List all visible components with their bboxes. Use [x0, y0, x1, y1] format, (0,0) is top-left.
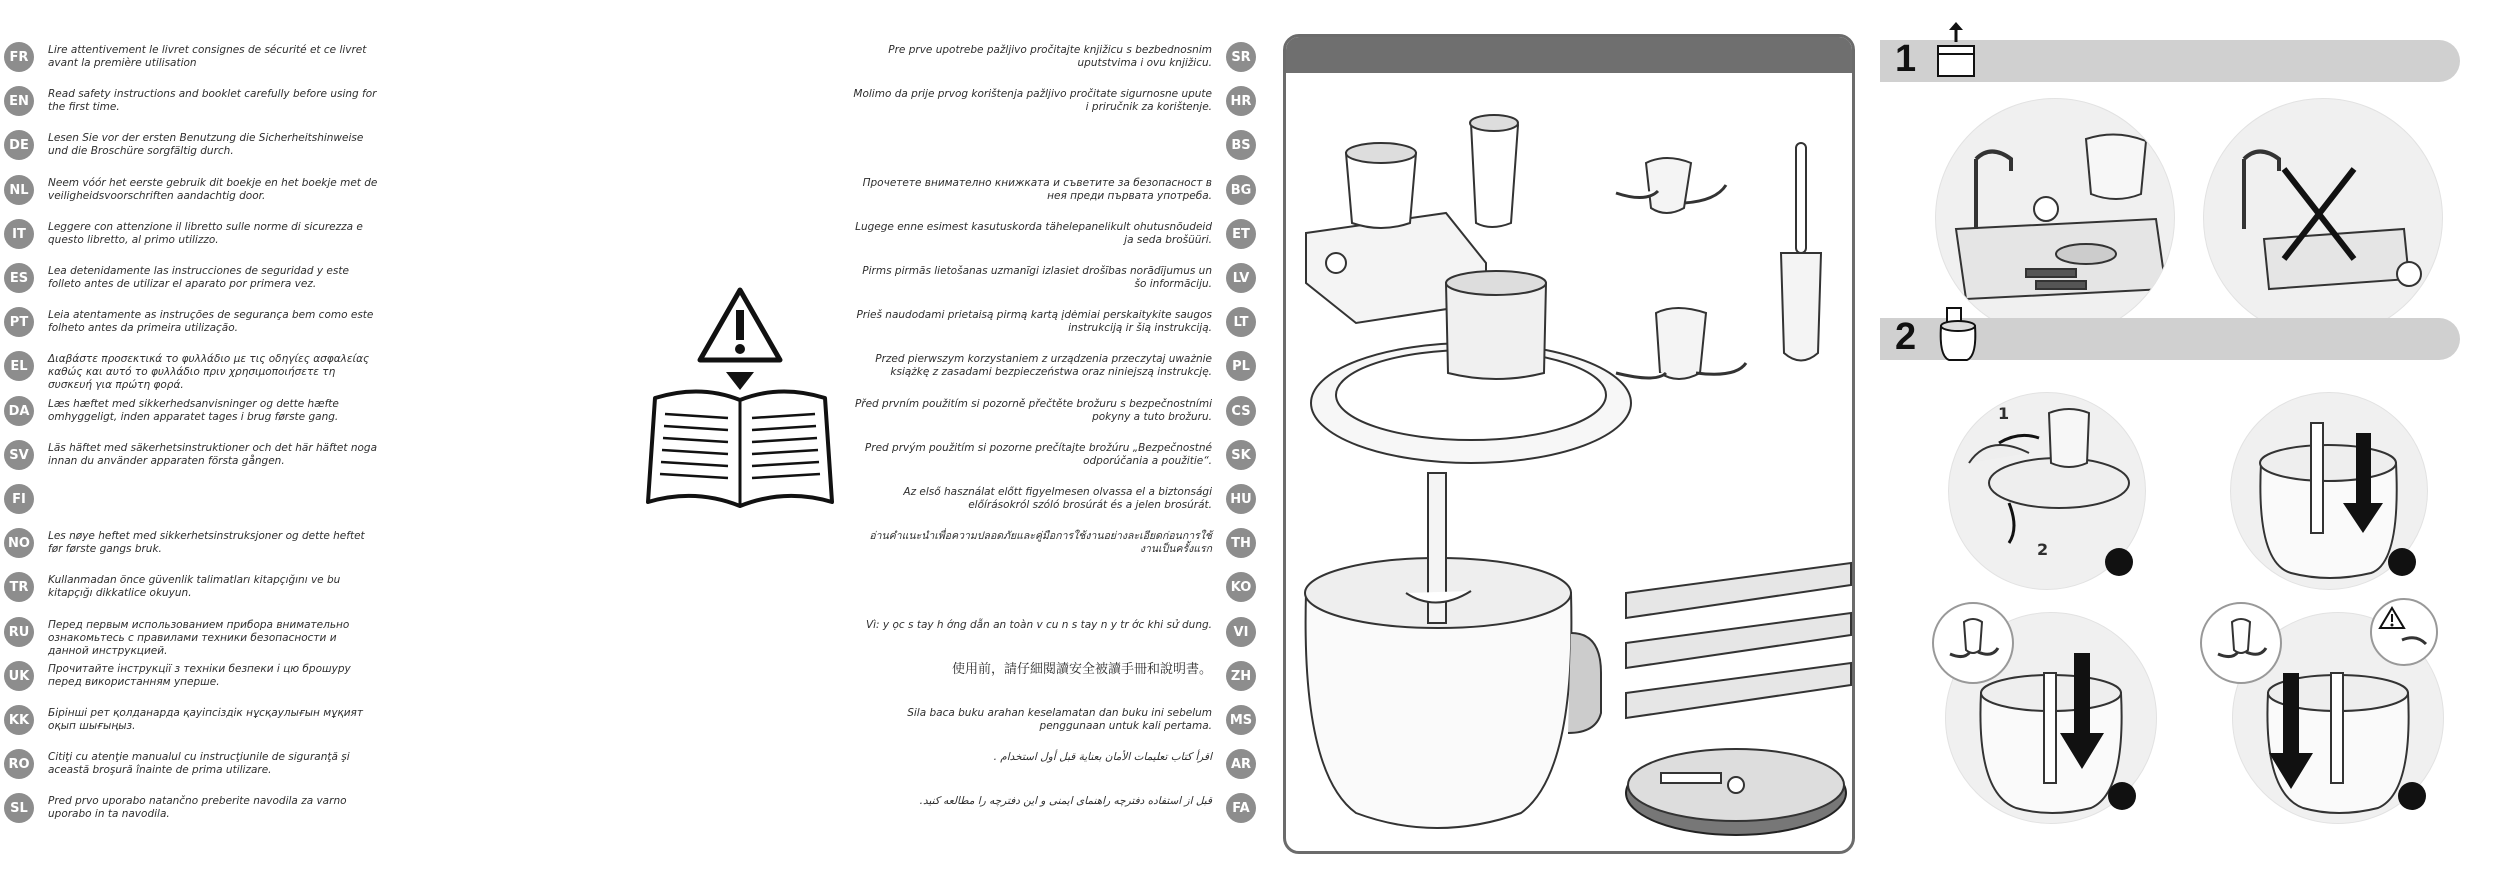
language-code-badge: LV: [1226, 263, 1256, 293]
language-code-badge: PT: [4, 307, 34, 337]
language-row-sr: [852, 42, 1256, 72]
arrow-down-icon: [726, 372, 754, 390]
language-code-badge: FR: [4, 42, 34, 72]
language-code-badge: HR: [1226, 86, 1256, 116]
language-instruction-text: Molimo da prije prvog korištenja pažljivo pročitate sigurnosne upute i priručnik za korištenje.: [853, 88, 1212, 113]
language-code-badge: FA: [1226, 793, 1256, 823]
read-booklet-warning: [640, 280, 840, 530]
language-row-es: [4, 263, 378, 293]
language-code-badge: TH: [1226, 528, 1256, 558]
language-instruction-text: Neem vóór het eerste gebruik dit boekje en het boekje met de veiligheidsvoorschriften aandachtig door.: [48, 177, 378, 202]
language-row-fa: [852, 793, 1256, 823]
language-row-no: [4, 528, 378, 558]
language-instruction-text: Leia atentamente as instruções de segurança bem como este folheto antes da primeira utilização.: [48, 309, 374, 334]
language-instruction-text: Citiţi cu atenţie manualul cu instrucţiunile de siguranţă şi această broşură înainte de prima utilizare.: [48, 751, 350, 776]
language-instruction-text: 使用前，請仔細閱讀安全被讀手冊和說明書。: [951, 662, 1212, 677]
language-row-et: [852, 219, 1256, 249]
language-instruction-text: Перед первым использованием прибора внимательно ознакомьтесь с правилами техники безопасности и данной инструкцией.: [48, 619, 350, 657]
language-code-badge: BG: [1226, 175, 1256, 205]
language-instruction-text: Před prvním použitím si pozorně přečtěte brožuru s bezpečnostními pokyny a tuto brožuru.: [854, 398, 1212, 423]
language-row-sl: [4, 793, 378, 823]
language-code-badge: KO: [1226, 572, 1256, 602]
language-code-badge: ES: [4, 263, 34, 293]
language-row-zh: [852, 661, 1256, 691]
language-instruction-text: Leggere con attenzione il libretto sulle norme di sicurezza e questo libretto, al primo utilizzo.: [48, 221, 363, 246]
language-code-badge: PL: [1226, 351, 1256, 381]
language-row-fr: [4, 42, 378, 72]
left-language-list: [0, 0, 420, 884]
open-book-icon: [648, 391, 832, 506]
step-2-arrow-label-2: 2: [2037, 540, 2049, 559]
language-instruction-text: Pre prve upotrebe pažljivo pročitajte knjižicu s bezbednosnim uputstvima i ovu knjižicu.: [888, 44, 1212, 69]
blade-assembly-icon: [1616, 308, 1746, 379]
language-row-el: [4, 351, 378, 392]
language-code-badge: HU: [1226, 484, 1256, 514]
language-row-ms: [852, 705, 1256, 735]
language-code-badge: DE: [4, 130, 34, 160]
language-row-hu: [852, 484, 1256, 514]
language-row-fi: [4, 484, 378, 514]
language-row-pl: [852, 351, 1256, 381]
language-row-lv: [852, 263, 1256, 293]
language-instruction-text: อ่านคำแนะนำเพื่อความปลอดภัยและคู่มือการใช้งานอย่างละเอียดก่อนการใช้งานเป็นครั้งแรก: [869, 530, 1212, 555]
language-code-badge: MS: [1226, 705, 1256, 735]
language-instruction-text: Sila baca buku arahan keselamatan dan buku ini sebelum penggunaan untuk kali pertama.: [907, 707, 1212, 732]
language-instruction-text: Prieš naudodami prietaisą pirmą kartą įdėmiai perskaitykite saugos instrukciją ir šią instrukciją.: [856, 309, 1212, 334]
language-row-vi: [852, 617, 1256, 647]
step-1-no-dishwasher-illustration: [2203, 98, 2443, 338]
language-row-ko: [852, 572, 1256, 602]
language-row-ru: [4, 617, 378, 658]
language-code-badge: UK: [4, 661, 34, 691]
language-code-badge: TR: [4, 572, 34, 602]
language-code-badge: NO: [4, 528, 34, 558]
step-indicator-dot: [2105, 548, 2133, 576]
chopper-blade-icon: [1616, 158, 1726, 213]
language-row-it: [4, 219, 378, 249]
language-instruction-text: Lea detenidamente las instrucciones de seguridad y este folleto antes de utilizar el aparato por primera vez.: [48, 265, 349, 290]
language-code-badge: IT: [4, 219, 34, 249]
food-processor-icon: [1935, 302, 1981, 364]
language-code-badge: CS: [1226, 396, 1256, 426]
spatula-icon: [1781, 143, 1821, 361]
language-code-badge: EN: [4, 86, 34, 116]
language-instruction-text: Lugege enne esimest kasutuskorda tähelepanelikult ohutusnõudeid ja seda brošüüri.: [855, 221, 1212, 246]
language-row-da: [4, 396, 378, 426]
language-code-badge: RU: [4, 617, 34, 647]
accessories-drawing: [1286, 73, 1852, 853]
language-row-cs: [852, 396, 1256, 426]
language-instruction-text: Kullanmadan önce güvenlik talimatları kitapçığını ve bu kitapçığı dikkatlice okuyun.: [48, 574, 341, 599]
language-instruction-text: Læs hæftet med sikkerhedsanvisninger og dette hæfte omhyggeligt, inden apparatet tages i brug første gang.: [48, 398, 339, 423]
blade-detail-inset: [2200, 602, 2282, 684]
language-row-lt: [852, 307, 1256, 337]
step-2-number: 2: [1895, 316, 1917, 358]
language-instruction-text: Прочетете внимателно книжката и съветите за безопасност в нея преди първата употреба.: [862, 177, 1212, 202]
language-code-badge: DA: [4, 396, 34, 426]
step-indicator-dot: [2108, 782, 2136, 810]
language-row-bg: [852, 175, 1256, 205]
language-code-badge: ZH: [1226, 661, 1256, 691]
language-row-th: [852, 528, 1256, 558]
slicer-inserts-icon: [1626, 563, 1851, 718]
language-code-badge: BS: [1226, 130, 1256, 160]
language-code-badge: SK: [1226, 440, 1256, 470]
accessories-illustration-box: [1283, 34, 1855, 854]
language-code-badge: RO: [4, 749, 34, 779]
language-instruction-text: اقرأ كتاب تعليمات الأمان بعناية قبل أول استخدام .: [993, 751, 1212, 763]
step-indicator-dot: [2398, 782, 2426, 810]
warning-triangle-icon: [700, 290, 780, 360]
accessories-header-bar: [1286, 37, 1852, 73]
language-row-nl: [4, 175, 378, 205]
language-row-ar: [852, 749, 1256, 779]
mixing-bowl-icon: [1305, 473, 1601, 828]
language-instruction-text: Läs häftet med säkerhetsinstruktioner och det här häftet noga innan du använder apparaten första gången.: [48, 442, 378, 467]
right-language-list: [840, 0, 1260, 884]
step-indicator-dot: [2388, 548, 2416, 576]
language-code-badge: SL: [4, 793, 34, 823]
language-instruction-text: Lesen Sie vor der ersten Benutzung die Sicherheitshinweise und die Broschüre sorgfältig durch.: [48, 132, 364, 157]
language-instruction-text: Az első használat előtt figyelmesen olvassa el a biztonsági előírásokról szóló brosúrát és a jelen brosúrát.: [903, 486, 1212, 511]
language-row-tr: [4, 572, 378, 602]
language-code-badge: AR: [1226, 749, 1256, 779]
language-row-bs: [852, 130, 1256, 160]
language-row-de: [4, 130, 378, 160]
language-row-kk: [4, 705, 378, 735]
language-instruction-text: Διαβάστε προσεκτικά το φυλλάδιο με τις οδηγίες ασφαλείας καθώς και αυτό το φυλλάδιο πριν χρησιμοποιήσετε τη συσκευή για πρώτη φορά.: [48, 353, 370, 391]
language-row-en: [4, 86, 378, 116]
language-row-ro: [4, 749, 378, 779]
language-instruction-text: Vì: y ọc s tay h ớng dẫn an toàn v cu n s tay n y tr ớc khi sử dung.: [865, 619, 1212, 631]
language-instruction-text: Бірінші рет қолданарда қауіпсіздік нұсқаулығын мұқият оқып шығыңыз.: [48, 707, 363, 732]
step-2-arrow-label-1: 1: [1998, 404, 2010, 423]
food-pusher-icon: [1470, 115, 1518, 227]
language-code-badge: EL: [4, 351, 34, 381]
language-row-hr: [852, 86, 1256, 116]
language-code-badge: FI: [4, 484, 34, 514]
language-instruction-text: Przed pierwszym korzystaniem z urządzenia przeczytaj uważnie książkę z zasadami bezpieczeństwa oraz niniejszą instrukcję.: [875, 353, 1212, 378]
step-1-number: 1: [1895, 38, 1917, 80]
language-row-sk: [852, 440, 1256, 470]
language-code-badge: LT: [1226, 307, 1256, 337]
language-row-pt: [4, 307, 378, 337]
language-instruction-text: Read safety instructions and booklet carefully before using for the first time.: [48, 88, 377, 113]
caution-detail-inset: [2370, 598, 2438, 666]
language-code-badge: SV: [4, 440, 34, 470]
slicing-disc-icon: [1626, 749, 1846, 835]
language-instruction-text: قبل از استفاده دفترچه راهنمای ایمنی و این دفترچه را مطالعه کنید.: [919, 795, 1212, 807]
language-code-badge: VI: [1226, 617, 1256, 647]
language-code-badge: NL: [4, 175, 34, 205]
language-instruction-text: Lire attentivement le livret consignes de sécurité et ce livret avant la première utilisation: [48, 44, 367, 69]
unpack-box-icon: [1932, 22, 1982, 80]
language-instruction-text: Прочитайте інструкції з техніки безпеки і цю брошуру перед використанням уперше.: [48, 663, 351, 688]
language-instruction-text: Pirms pirmās lietošanas uzmanīgi izlasiet drošības norādījumus un šo informāciju.: [862, 265, 1212, 290]
language-instruction-text: Pred prvo uporabo natančno preberite navodila za varno uporabo in ta navodila.: [48, 795, 347, 820]
language-row-uk: [4, 661, 378, 691]
language-code-badge: KK: [4, 705, 34, 735]
language-instruction-text: Les nøye heftet med sikkerhetsinstruksjoner og dette heftet før første gangs bruk.: [48, 530, 365, 555]
language-code-badge: SR: [1226, 42, 1256, 72]
warning-triangle-icon: [2380, 608, 2404, 628]
language-instruction-text: Pred prvým použitím si pozorne prečítajte brožúru „Bezpečnostné odporúčania a použitie“.: [864, 442, 1212, 467]
language-row-sv: [4, 440, 378, 470]
language-code-badge: ET: [1226, 219, 1256, 249]
blade-detail-inset: [1932, 602, 2014, 684]
